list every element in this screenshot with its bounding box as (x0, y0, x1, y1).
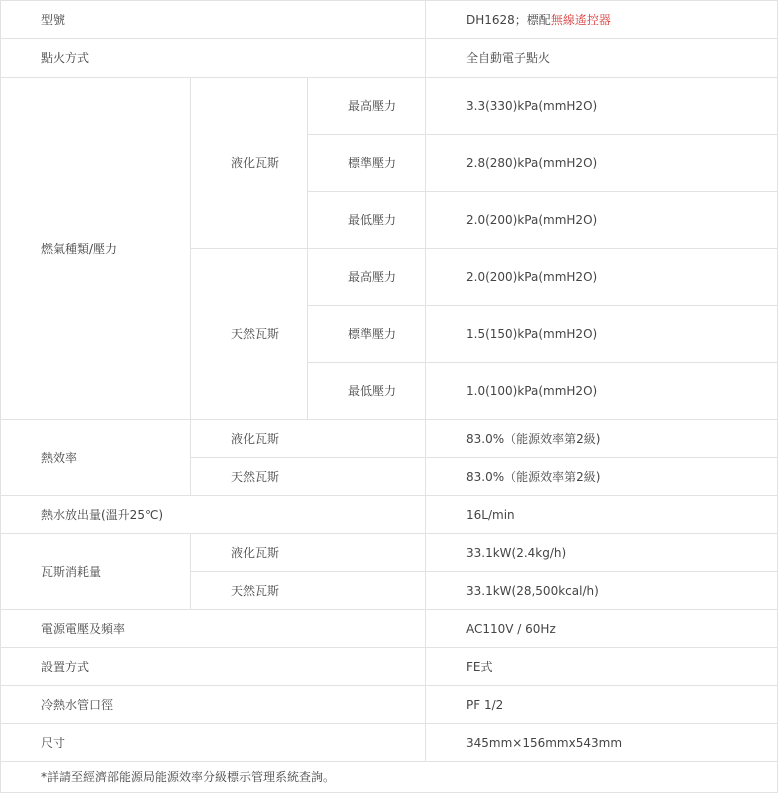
gas-ng-min-label: 最低壓力 (308, 363, 426, 420)
gas-lpg-min-value: 2.0(200)kPa(mmH2O) (426, 192, 778, 249)
model-value: DH1628；標配無線遙控器 (426, 1, 778, 39)
cons-ng-value: 33.1kW(28,500kcal/h) (426, 572, 778, 610)
gas-label: 燃氣種類/壓力 (1, 78, 191, 420)
power-value: AC110V / 60Hz (426, 610, 778, 648)
cons-lpg-value: 33.1kW(2.4kg/h) (426, 534, 778, 572)
gas-ng-std-label: 標準壓力 (308, 306, 426, 363)
install-value: FE式 (426, 648, 778, 686)
ignition-label: 點火方式 (1, 39, 426, 78)
gas-lpg-std-label: 標準壓力 (308, 135, 426, 192)
row-pipe (1, 686, 778, 724)
output-value: 16L/min (426, 496, 778, 534)
row-eff-lpg (1, 420, 778, 458)
gas-lpg-min-label: 最低壓力 (308, 192, 426, 249)
gas-ng-min-value: 1.0(100)kPa(mmH2O) (426, 363, 778, 420)
gas-lpg-name: 液化瓦斯 (191, 78, 308, 249)
ignition-value: 全自動電子點火 (426, 39, 778, 78)
eff-ng-name: 天然瓦斯 (191, 458, 426, 496)
gas-lpg-max-label: 最高壓力 (308, 78, 426, 135)
output-label: 熱水放出量(溫升25℃) (1, 496, 426, 534)
row-footnote (1, 762, 778, 793)
row-ignition (1, 39, 778, 78)
footnote: *詳請至經濟部能源局能源效率分級標示管理系統查詢。 (1, 762, 778, 793)
row-power (1, 610, 778, 648)
install-label: 設置方式 (1, 648, 426, 686)
gas-ng-max-value: 2.0(200)kPa(mmH2O) (426, 249, 778, 306)
cons-lpg-name: 液化瓦斯 (191, 534, 426, 572)
pipe-label: 冷熱水管口徑 (1, 686, 426, 724)
gas-ng-max-label: 最高壓力 (308, 249, 426, 306)
gas-lpg-max-value: 3.3(330)kPa(mmH2O) (426, 78, 778, 135)
row-output (1, 496, 778, 534)
efficiency-label: 熱效率 (1, 420, 191, 496)
row-cons-lpg (1, 534, 778, 572)
row-size (1, 724, 778, 762)
size-label: 尺寸 (1, 724, 426, 762)
eff-lpg-value: 83.0%（能源效率第2級) (426, 420, 778, 458)
consumption-label: 瓦斯消耗量 (1, 534, 191, 610)
gas-ng-std-value: 1.5(150)kPa(mmH2O) (426, 306, 778, 363)
size-value: 345mm×156mmx543mm (426, 724, 778, 762)
power-label: 電源電壓及頻率 (1, 610, 426, 648)
gas-lpg-std-value: 2.8(280)kPa(mmH2O) (426, 135, 778, 192)
eff-ng-value: 83.0%（能源效率第2級) (426, 458, 778, 496)
row-install (1, 648, 778, 686)
cons-ng-name: 天然瓦斯 (191, 572, 426, 610)
pipe-value: PF 1/2 (426, 686, 778, 724)
gas-ng-name: 天然瓦斯 (191, 249, 308, 420)
eff-lpg-name: 液化瓦斯 (191, 420, 426, 458)
row-model (1, 1, 778, 39)
row-gas-lpg-max (1, 78, 778, 135)
model-label: 型號 (1, 1, 426, 39)
remote-highlight: 無線遙控器 (550, 12, 611, 27)
